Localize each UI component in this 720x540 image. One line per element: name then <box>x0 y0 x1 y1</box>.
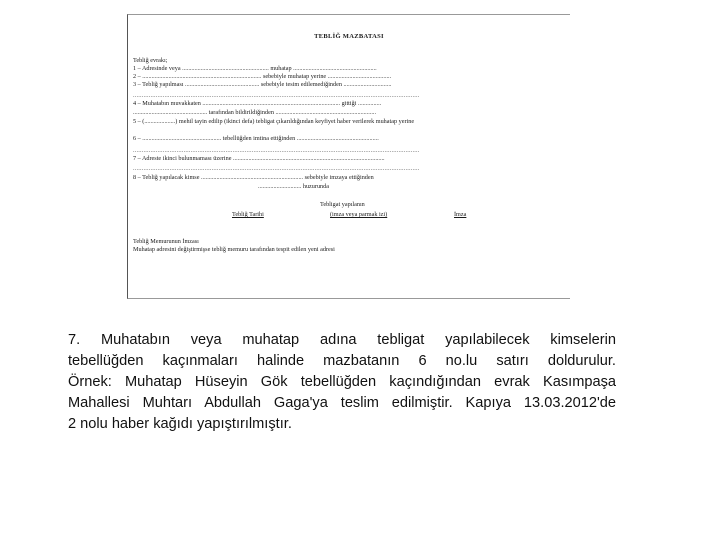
caption-line: 2 nolu haber kağıdı yapıştırılmıştır. <box>68 416 292 432</box>
caption-text <box>68 330 616 435</box>
caption-line: tebellüğden kaçınmaları halinde mazbatanın 6 no.lu satırı doldurulur. <box>68 353 616 369</box>
notification-form-image <box>127 14 570 299</box>
caption-line: 7. Muhatabın veya muhatap adına tebligat yapılabilecek kimselerin <box>68 332 616 348</box>
caption-line: Mahallesi Muhtarı Abdullah Gaga'ya teslim edilmiştir. Kapıya 13.03.2012'de <box>68 395 616 411</box>
form-line: 8 – Tebliğ yapılacak kimse .................................................................. sebebiyle imzaya ettiğinden <box>133 174 374 181</box>
signature-label-sign: İmza <box>454 211 467 218</box>
form-line: 3 – Tebliğ yapılması ................................................ sebebiyle tesim edilemediğinden ............................... <box>133 81 392 88</box>
signature-header: Tebligat yapılanın <box>320 201 365 208</box>
form-line: 5 – (....................) mehil tayin edilip (ikinci defa) tebligat çıkarıldığından keyfiyet haber verilerek muhatap yerine <box>133 118 415 125</box>
form-line: .................................................................................................................................................................... <box>133 147 420 154</box>
signature-label-fingerprint: (imza veya parmak izi) <box>330 211 388 218</box>
caption-line: Örnek: Muhatap Hüseyin Gök tebellüğden kaçındığından evrak Kasımpaşa <box>68 374 616 390</box>
form-line: 6 – ................................................... tebellüğden imtina ettiğinden ..................................................... <box>133 135 379 142</box>
form-title: TEBLİĞ MAZBATASI <box>314 33 384 40</box>
form-footer-line: Tebliğ Memurunun İmzası <box>133 238 199 245</box>
form-line: 4 – Muhatabın muvakkaten ......................................................................................... gittiği ............... <box>133 100 382 107</box>
form-line: ................................................ tarafından bildirildiğinden ................................................................. <box>133 109 377 116</box>
form-footer-line: Muhatap adresini değiştirmişse tebliğ memuru tarafından tespit edilen yeni adresi <box>133 246 335 253</box>
form-line: 7 – Adreste ikinci bulunmaması üzerine .................................................................................................. <box>133 155 385 162</box>
signature-label-date: Tebliğ Tarihi <box>232 211 264 218</box>
form-line: 2 – ............................................................................. sebebiyle muhatap yerine ......................................... <box>133 73 392 80</box>
form-line: .................................................................................................................................................................... <box>133 92 420 99</box>
form-line: .................................................................................................................................................................... <box>133 165 420 172</box>
form-line: ............................ huzurunda <box>258 183 329 190</box>
form-line: Tebliğ evrakı; <box>133 57 168 64</box>
form-line: 1 – Adresinde veya ........................................................ muhatap ...................................................... <box>133 65 377 72</box>
